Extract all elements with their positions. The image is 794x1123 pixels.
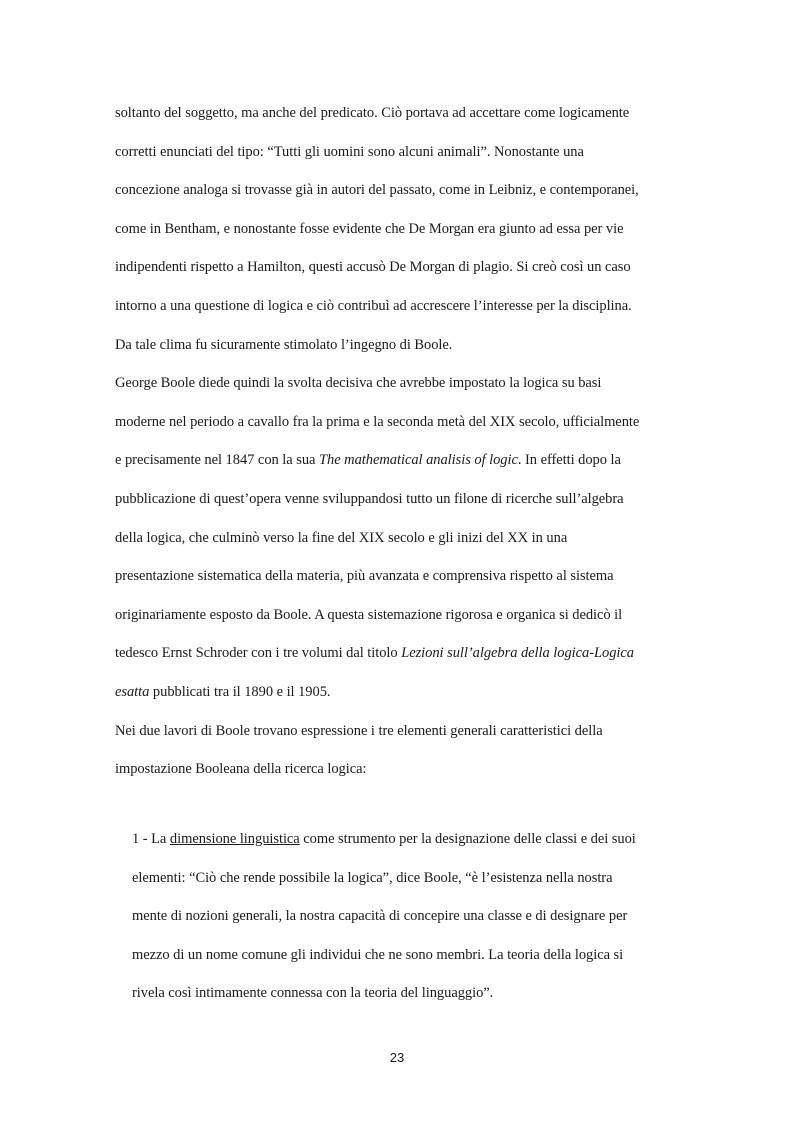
book-title-schroder: Lezioni sull’algebra della logica-Logica bbox=[401, 645, 634, 662]
body-text bbox=[115, 94, 700, 789]
list-item-1-line-5: rivela così intimamente connessa con la teoria del linguaggio”. bbox=[132, 985, 494, 1002]
paragraph-2-line-4: pubblicazione di quest’opera venne sviluppandosi tutto un filone di ricerche sull’algebra bbox=[115, 490, 624, 507]
text-span: . In effetti dopo la bbox=[517, 452, 621, 469]
paragraph-2-line-3 bbox=[115, 441, 700, 480]
paragraph-1-line-5: indipendenti rispetto a Hamilton, questi accusò De Morgan di plagio. Si creò così un caso bbox=[115, 259, 631, 276]
text-span: tedesco Ernst Schroder con i tre volumi dal titolo bbox=[115, 645, 402, 662]
text-span: come strumento per la designazione delle classi e dei suoi bbox=[299, 831, 636, 847]
paragraph-1-line-2: corretti enunciati del tipo: “Tutti gli uomini sono alcuni animali”. Nonostante una bbox=[115, 143, 584, 160]
paragraph-2-line-1: George Boole diede quindi la svolta decisiva che avrebbe impostato la logica su basi bbox=[115, 375, 602, 392]
paragraph-1-line-1: soltanto del soggetto, ma anche del predicato. Ciò portava ad accettare come logicamente bbox=[115, 105, 630, 121]
paragraph-2-line-8 bbox=[115, 634, 700, 673]
book-title-boole: The mathematical analisis of logic bbox=[319, 452, 518, 469]
paragraph-2-line-9 bbox=[115, 673, 700, 712]
paragraph-2-line-6: presentazione sistematica della materia, più avanzata e comprensiva rispetto al sistema bbox=[115, 568, 614, 585]
paragraph-2-line-5: della logica, che culminò verso la fine del XIX secolo e gli inizi del XX in una bbox=[115, 529, 568, 546]
book-title-schroder-cont: esatta bbox=[115, 683, 150, 700]
paragraph-1-line-7: Da tale clima fu sicuramente stimolato l’ingegno di Boole. bbox=[115, 336, 453, 353]
list-item-1-line-2: elementi: “Ciò che rende possibile la logica”, dice Boole, “è l’esistenza nella nostra bbox=[132, 869, 613, 886]
paragraph-3-line-2: impostazione Booleana della ricerca logica: bbox=[115, 761, 367, 778]
underlined-term: dimensione linguistica bbox=[169, 831, 300, 847]
paragraph-2-line-7: originariamente esposto da Boole. A questa sistemazione rigorosa e organica si dedicò il bbox=[115, 606, 623, 623]
page-number: 23 bbox=[389, 1050, 405, 1065]
list-item-1 bbox=[132, 820, 700, 1013]
paragraph-3-line-1: Nei due lavori di Boole trovano espressione i tre elementi generali caratteristici della bbox=[115, 722, 603, 739]
list-item-1-line-4: mezzo di un nome comune gli individui che ne sono membri. La teoria della logica si bbox=[132, 946, 624, 963]
paragraph-1-line-6: intorno a una questione di logica e ciò contribuì ad accrescere l’interesse per la disciplina. bbox=[115, 297, 632, 314]
text-span: pubblicati tra il 1890 e il 1905. bbox=[149, 683, 331, 700]
text-span: e precisamente nel 1847 con la sua bbox=[115, 452, 319, 469]
paragraph-2-line-2: moderne nel periodo a cavallo fra la prima e la seconda metà del XIX secolo, ufficialmente bbox=[115, 413, 640, 430]
paragraph-1-line-3: concezione analoga si trovasse già in autori del passato, come in Leibniz, e contemporanei, bbox=[115, 182, 639, 199]
list-item-1-line-1 bbox=[132, 820, 700, 859]
paragraph-1-line-4: come in Bentham, e nonostante fosse evidente che De Morgan era giunto ad essa per vie bbox=[115, 220, 624, 237]
text-span: 1 - La bbox=[132, 831, 170, 847]
list-item-1-line-3: mente di nozioni generali, la nostra capacità di concepire una classe e di designare per bbox=[132, 908, 628, 925]
